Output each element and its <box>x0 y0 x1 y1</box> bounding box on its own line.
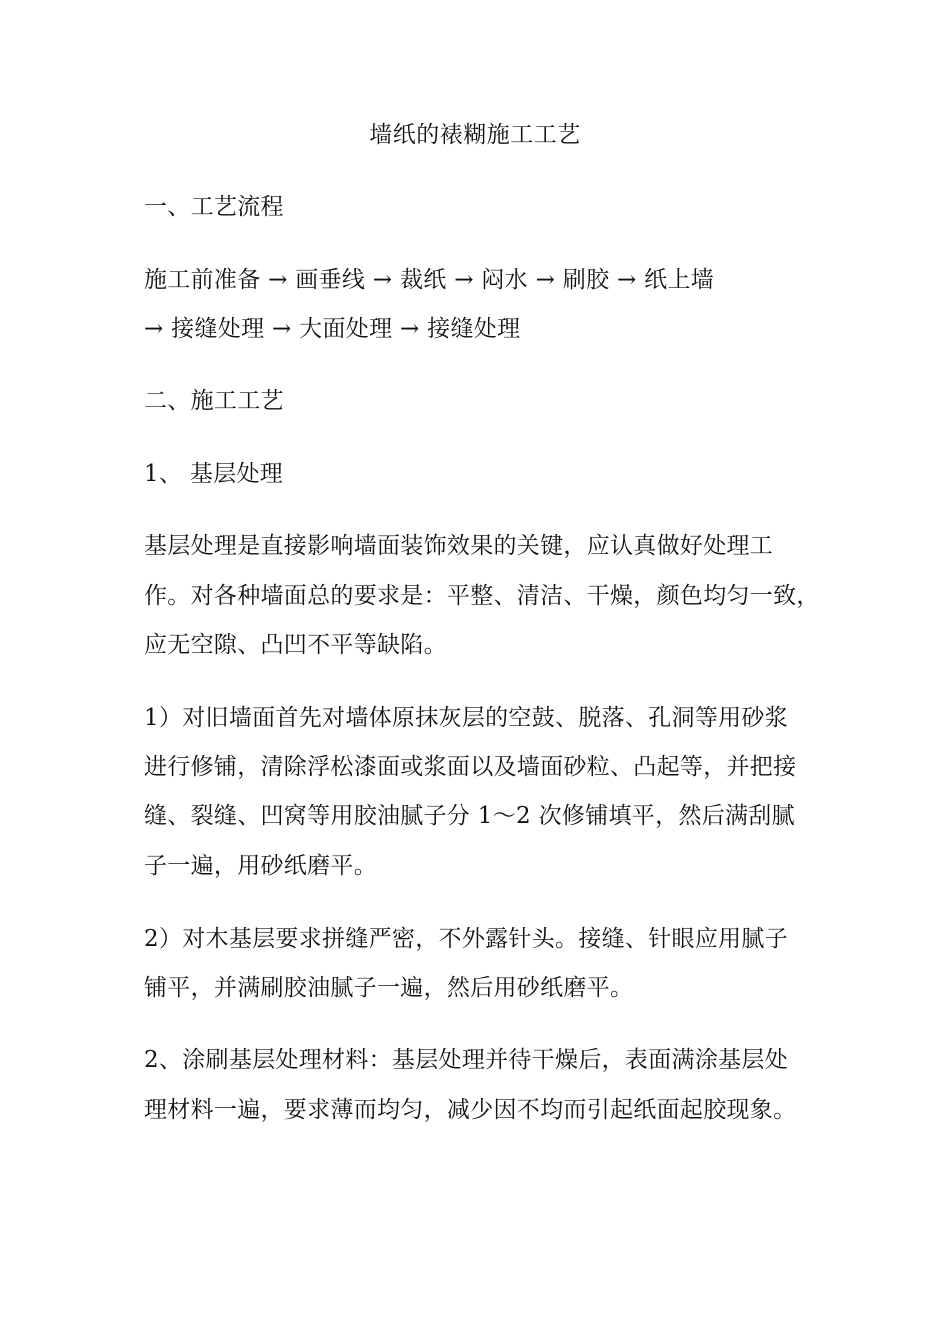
item-2-paragraph-line-2: 理材料一遍，要求薄而均匀，减少因不均而引起纸面起胶现象。 <box>144 1097 797 1123</box>
section-heading-construction-process: 二、施工工艺 <box>144 388 284 414</box>
item-1-sub-1-line-4: 子一遍，用砂纸磨平。 <box>144 853 377 879</box>
process-flow-line-1: 施工前准备 → 画垂线 → 裁纸 → 闷水 → 刷胶 → 纸上墙 <box>144 267 715 293</box>
item-1-sub-1-line-2: 进行修铺，清除浮松漆面或浆面以及墙面砂粒、凸起等，并把接 <box>144 754 797 780</box>
item-1-heading: 1、 基层处理 <box>144 461 284 487</box>
item-1-sub-1-line-1: 1）对旧墙面首先对墙体原抹灰层的空鼓、脱落、孔洞等用砂浆 <box>144 705 789 731</box>
item-1-sub-2-line-1: 2）对木基层要求拼缝严密，不外露针头。接缝、针眼应用腻子 <box>144 926 789 952</box>
item-1-paragraph-line-3: 应无空隙、凸凹不平等缺陷。 <box>144 632 447 658</box>
item-1-paragraph-line-1: 基层处理是直接影响墙面装饰效果的关键，应认真做好处理工 <box>144 533 774 559</box>
document-title: 墙纸的裱糊施工工艺 <box>369 122 581 148</box>
section-heading-process-flow: 一、工艺流程 <box>144 194 284 220</box>
item-1-sub-1-line-3: 缝、裂缝、凹窝等用胶油腻子分 1～2 次修铺填平，然后满刮腻 <box>144 803 795 829</box>
item-1-paragraph-line-2: 作。对各种墙面总的要求是：平整、清洁、干燥，颜色均匀一致， <box>144 583 820 609</box>
process-flow-line-2: → 接缝处理 → 大面处理 → 接缝处理 <box>144 316 521 342</box>
item-1-sub-2-line-2: 铺平，并满刷胶油腻子一遍，然后用砂纸磨平。 <box>144 975 634 1001</box>
item-2-paragraph-line-1: 2、涂刷基层处理材料：基层处理并待干燥后，表面满涂基层处 <box>144 1047 789 1073</box>
